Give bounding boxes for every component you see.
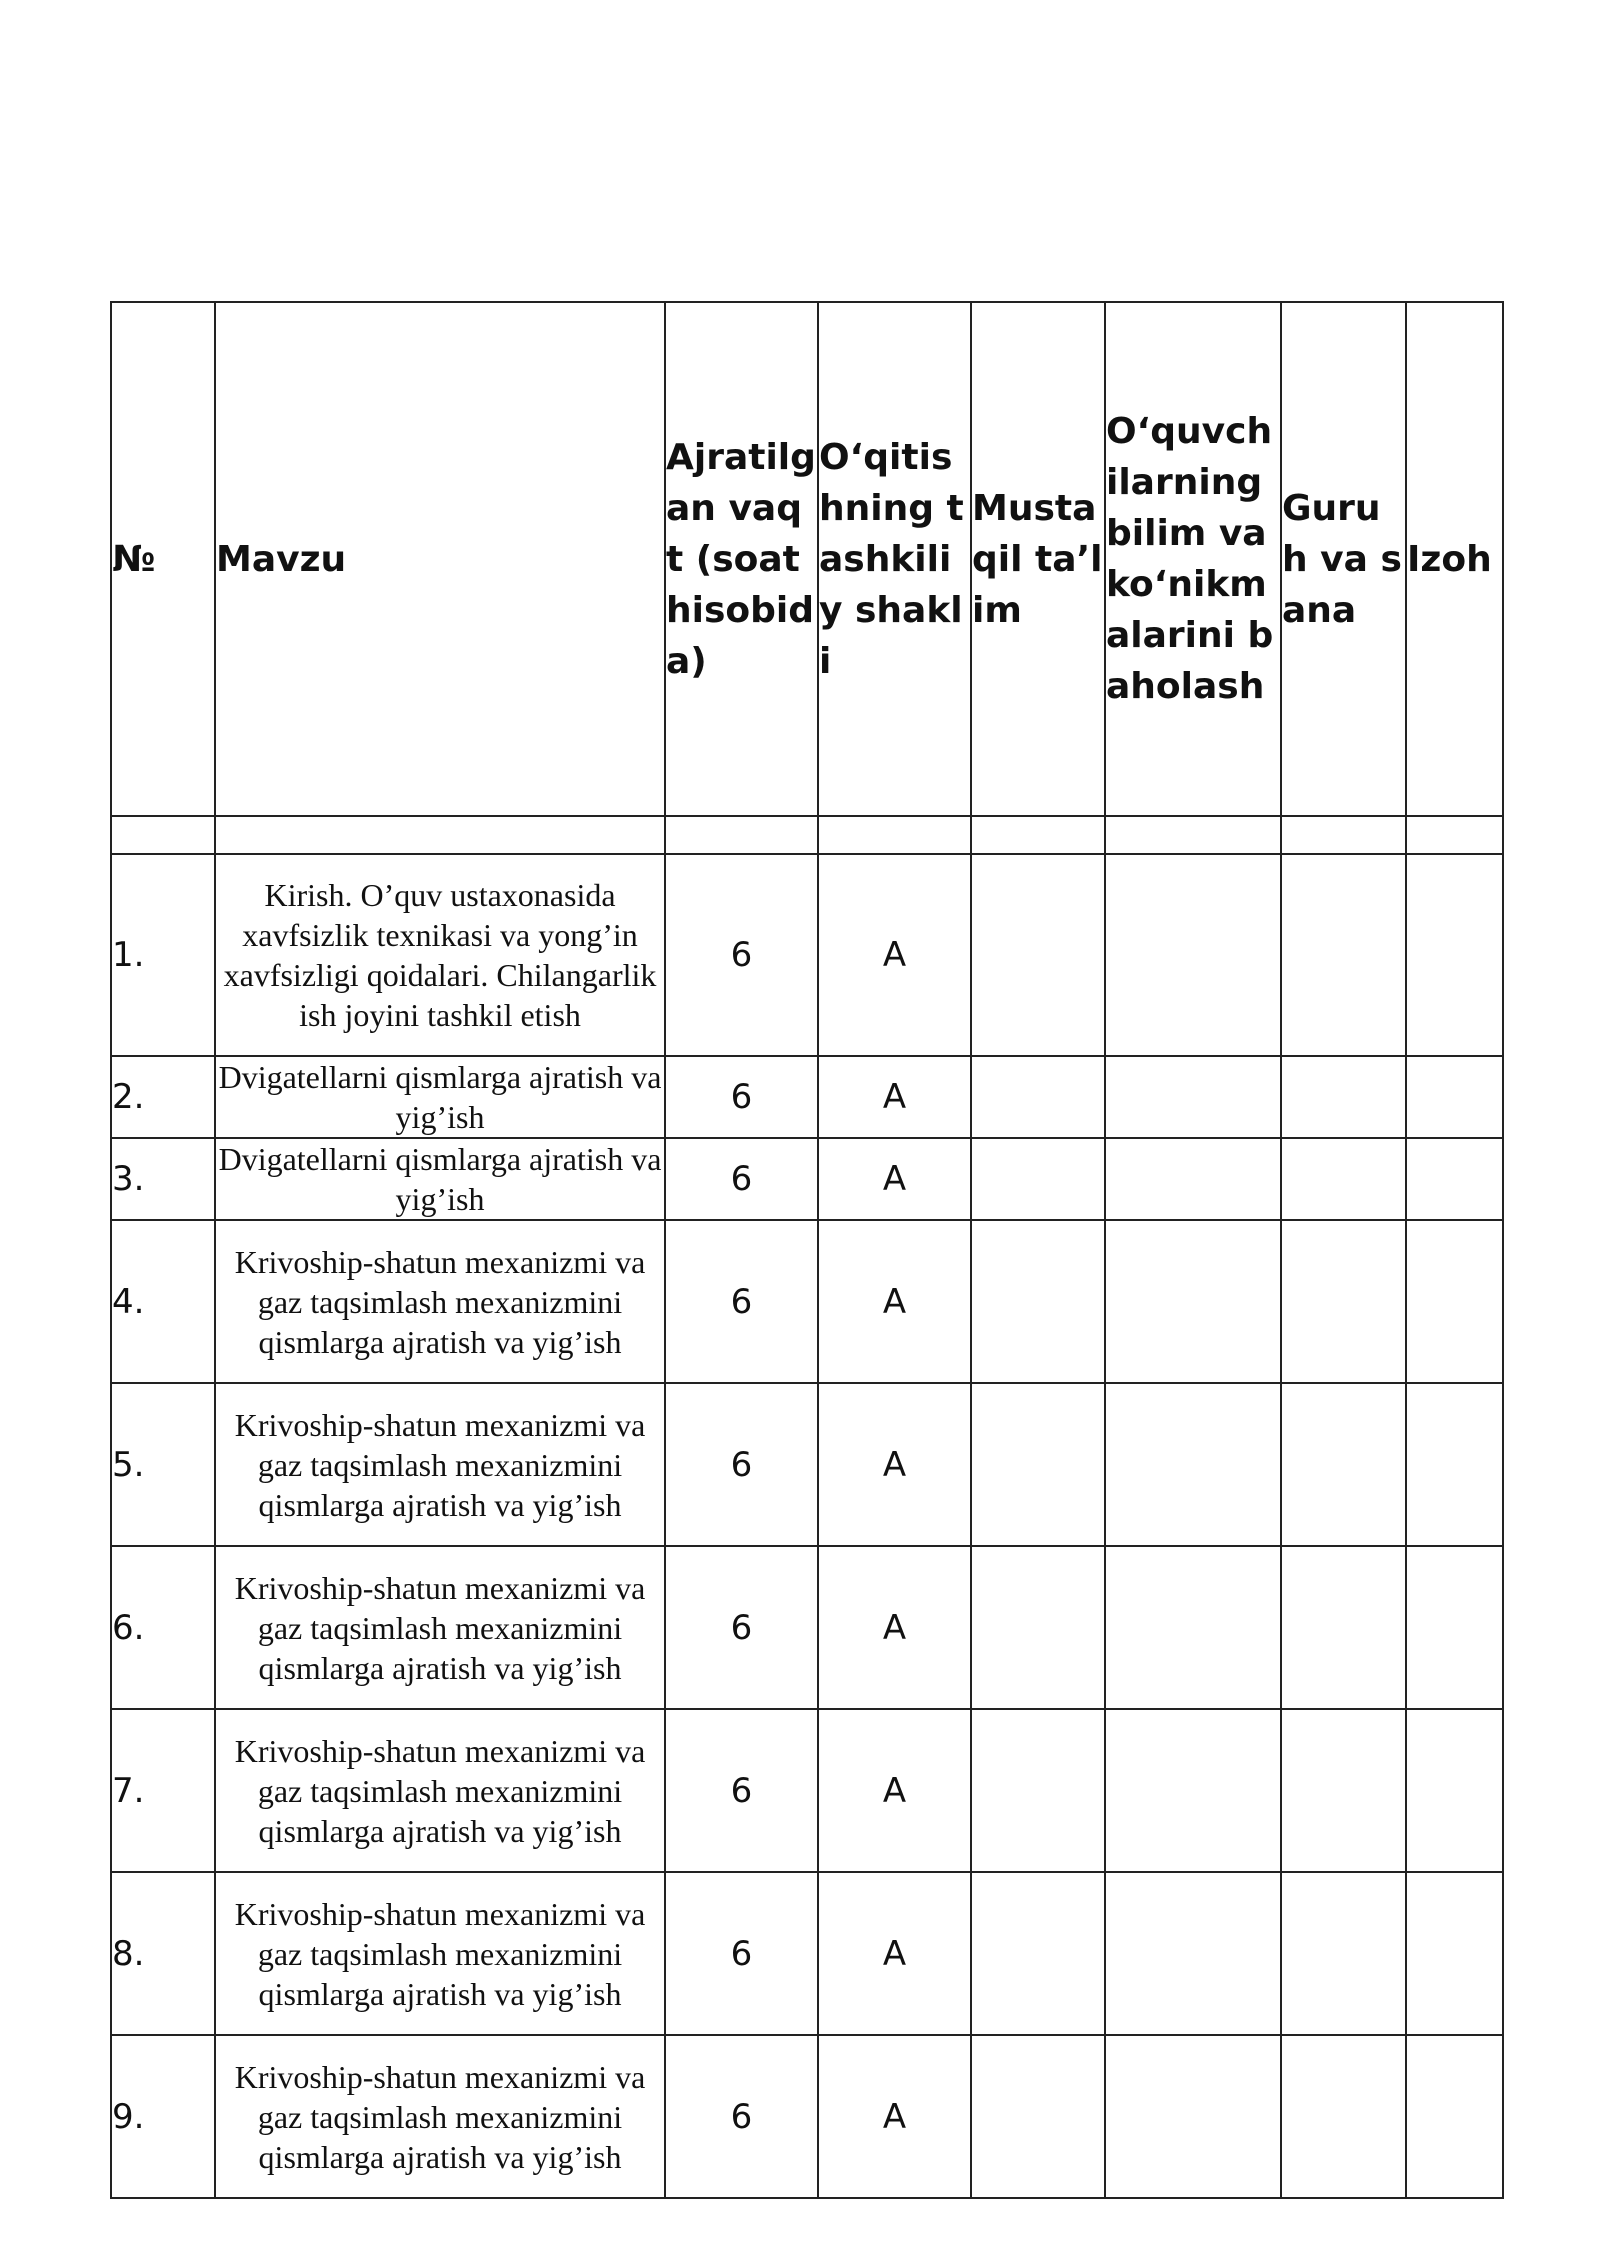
row-note — [1406, 1220, 1503, 1383]
row-assessment — [1105, 1546, 1281, 1709]
row-topic: Krivoship-shatun mexanizmi va gaz taqsimlash mexanizmini qismlarga ajratish va yig’ish — [215, 1383, 665, 1546]
row-independent-study — [971, 1872, 1105, 2035]
row-note — [1406, 1872, 1503, 2035]
row-independent-study — [971, 1709, 1105, 1872]
row-form: A — [818, 2035, 971, 2198]
row-number: 9. — [111, 2035, 215, 2198]
row-independent-study — [971, 854, 1105, 1056]
row-number: 7. — [111, 1709, 215, 1872]
row-assessment — [1105, 1709, 1281, 1872]
row-note — [1406, 1546, 1503, 1709]
row-group-date — [1281, 1220, 1406, 1383]
table-row — [111, 1138, 1503, 1220]
blank-cell — [818, 816, 971, 854]
header-group-date: Guruh va sana — [1281, 302, 1406, 816]
table-row — [111, 1546, 1503, 1709]
row-independent-study — [971, 1546, 1105, 1709]
header-note: Izoh — [1406, 302, 1503, 816]
header-hours: Ajratilgan vaqt (soat hisobida) — [665, 302, 818, 816]
row-number: 6. — [111, 1546, 215, 1709]
header-number: № — [111, 302, 215, 816]
table-row — [111, 1872, 1503, 2035]
row-form: A — [818, 1546, 971, 1709]
blank-row — [111, 816, 1503, 854]
row-hours: 6 — [665, 1546, 818, 1709]
table-row — [111, 1220, 1503, 1383]
lesson-plan-table — [110, 301, 1504, 2199]
row-group-date — [1281, 1138, 1406, 1220]
row-topic: Kirish. O’quv ustaxonasida xavfsizlik texnikasi va yong’in xavfsizligi qoidalari. Chilangarlik ish joyini tashkil etish — [215, 854, 665, 1056]
row-form: A — [818, 1709, 971, 1872]
row-form: A — [818, 1383, 971, 1546]
row-note — [1406, 1138, 1503, 1220]
row-form: A — [818, 1138, 971, 1220]
row-topic: Krivoship-shatun mexanizmi va gaz taqsimlash mexanizmini qismlarga ajratish va yig’ish — [215, 1709, 665, 1872]
row-number: 8. — [111, 1872, 215, 2035]
row-assessment — [1105, 1220, 1281, 1383]
row-note — [1406, 2035, 1503, 2198]
row-topic: Dvigatellarni qismlarga ajratish va yig’ish — [215, 1056, 665, 1138]
row-note — [1406, 1383, 1503, 1546]
row-group-date — [1281, 854, 1406, 1056]
blank-cell — [111, 816, 215, 854]
row-assessment — [1105, 854, 1281, 1056]
table-row — [111, 1709, 1503, 1872]
row-hours: 6 — [665, 1056, 818, 1138]
row-assessment — [1105, 1056, 1281, 1138]
row-assessment — [1105, 1383, 1281, 1546]
row-assessment — [1105, 2035, 1281, 2198]
row-assessment — [1105, 1872, 1281, 2035]
row-topic: Krivoship-shatun mexanizmi va gaz taqsimlash mexanizmini qismlarga ajratish va yig’ish — [215, 1546, 665, 1709]
row-group-date — [1281, 1546, 1406, 1709]
header-topic: Mavzu — [215, 302, 665, 816]
row-number: 5. — [111, 1383, 215, 1546]
table-row — [111, 1056, 1503, 1138]
header-assessment: O‘quvchilarning bilim va ko‘nikmalarini baholash — [1105, 302, 1281, 816]
blank-cell — [1281, 816, 1406, 854]
row-hours: 6 — [665, 1383, 818, 1546]
blank-cell — [665, 816, 818, 854]
row-hours: 6 — [665, 854, 818, 1056]
table-row — [111, 1383, 1503, 1546]
row-topic: Krivoship-shatun mexanizmi va gaz taqsimlash mexanizmini qismlarga ajratish va yig’ish — [215, 1220, 665, 1383]
row-note — [1406, 1709, 1503, 1872]
row-group-date — [1281, 1383, 1406, 1546]
row-form: A — [818, 1056, 971, 1138]
row-number: 4. — [111, 1220, 215, 1383]
header-independent-study: Mustaqil ta’lim — [971, 302, 1105, 816]
blank-cell — [1105, 816, 1281, 854]
row-form: A — [818, 1872, 971, 2035]
row-independent-study — [971, 2035, 1105, 2198]
row-note — [1406, 854, 1503, 1056]
row-form: A — [818, 854, 971, 1056]
row-topic: Krivoship-shatun mexanizmi va gaz taqsimlash mexanizmini qismlarga ajratish va yig’ish — [215, 2035, 665, 2198]
row-group-date — [1281, 1709, 1406, 1872]
table-row — [111, 854, 1503, 1056]
row-form: A — [818, 1220, 971, 1383]
row-hours: 6 — [665, 1138, 818, 1220]
row-group-date — [1281, 1872, 1406, 2035]
row-independent-study — [971, 1383, 1105, 1546]
row-hours: 6 — [665, 1220, 818, 1383]
row-independent-study — [971, 1138, 1105, 1220]
row-topic: Dvigatellarni qismlarga ajratish va yig’ish — [215, 1138, 665, 1220]
blank-cell — [971, 816, 1105, 854]
table-header-row — [111, 302, 1503, 816]
row-group-date — [1281, 1056, 1406, 1138]
row-hours: 6 — [665, 2035, 818, 2198]
row-hours: 6 — [665, 1709, 818, 1872]
row-independent-study — [971, 1220, 1105, 1383]
row-independent-study — [971, 1056, 1105, 1138]
header-form: O‘qitishning tashkiliy shakli — [818, 302, 971, 816]
table-row — [111, 2035, 1503, 2198]
row-note — [1406, 1056, 1503, 1138]
row-number: 2. — [111, 1056, 215, 1138]
row-number: 1. — [111, 854, 215, 1056]
row-group-date — [1281, 2035, 1406, 2198]
row-hours: 6 — [665, 1872, 818, 2035]
blank-cell — [1406, 816, 1503, 854]
row-topic: Krivoship-shatun mexanizmi va gaz taqsimlash mexanizmini qismlarga ajratish va yig’ish — [215, 1872, 665, 2035]
row-assessment — [1105, 1138, 1281, 1220]
row-number: 3. — [111, 1138, 215, 1220]
blank-cell — [215, 816, 665, 854]
